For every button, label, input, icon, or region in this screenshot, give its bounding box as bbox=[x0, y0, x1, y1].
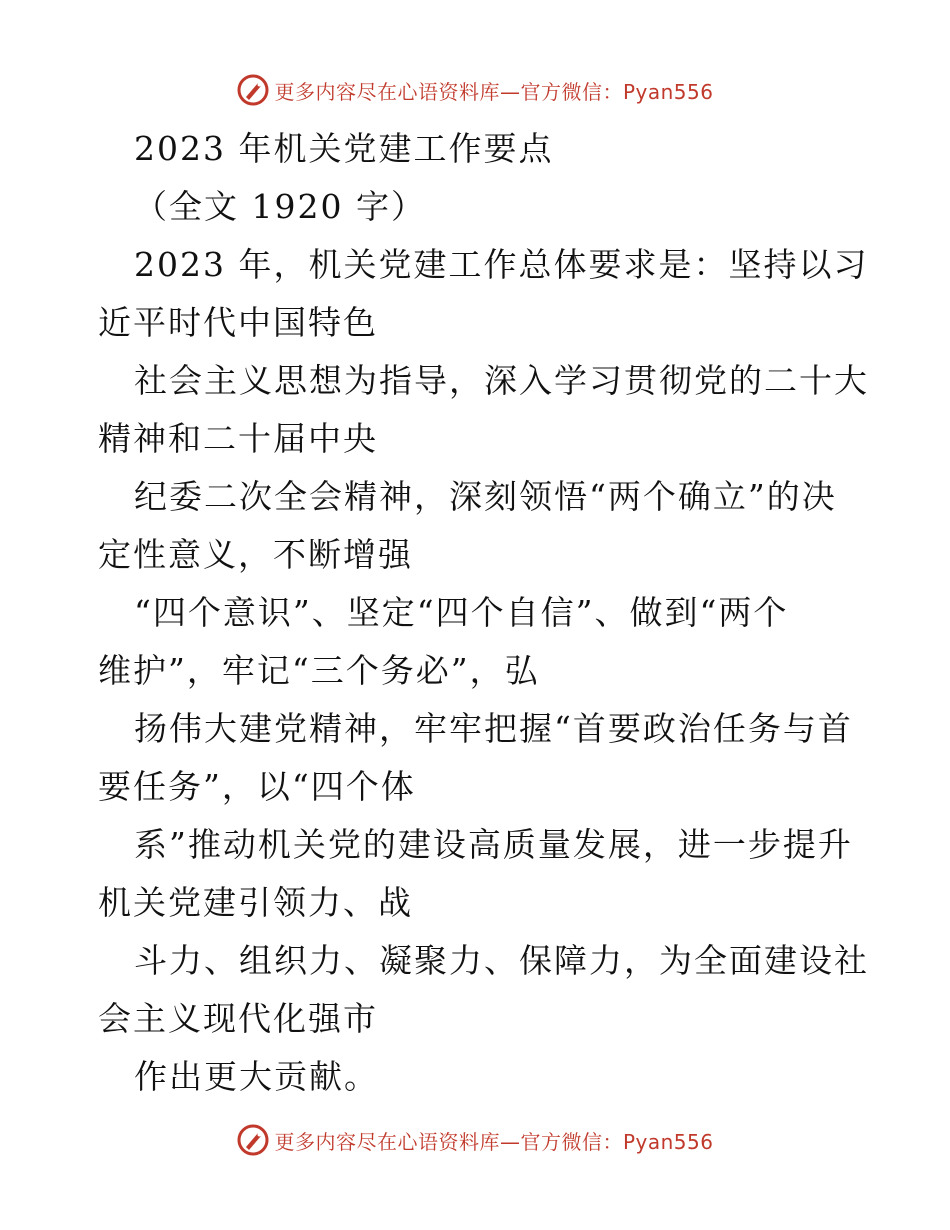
footer-banner bbox=[0, 1120, 950, 1160]
document-line: 2023 年机关党建工作要点 bbox=[134, 129, 554, 168]
pen-nib-logo-icon bbox=[236, 73, 270, 107]
banner-title: 更多内容尽在心语资料库 bbox=[274, 79, 500, 104]
document-line: 精神和二十届中央 bbox=[98, 419, 378, 458]
document-line: 2023 年，机关党建工作总体要求是：坚持以习 bbox=[134, 245, 869, 284]
banner-contact: 官方微信：Pyan556 bbox=[520, 1129, 714, 1154]
banner-title: 更多内容尽在心语资料库 bbox=[274, 1129, 500, 1154]
document-line: 作出更大贡献。 bbox=[134, 1057, 379, 1096]
banner-text bbox=[274, 76, 713, 105]
document-line: “四个意识”、坚定“四个自信”、做到“两个 bbox=[134, 593, 789, 632]
document-line: 纪委二次全会精神，深刻领悟“两个确立”的决 bbox=[134, 477, 837, 516]
document-line: 扬伟大建党精神，牢牢把握“首要政治任务与首 bbox=[134, 709, 853, 748]
banner-separator: — bbox=[499, 1129, 521, 1154]
banner-text bbox=[274, 1126, 713, 1155]
document-line: 会主义现代化强市 bbox=[98, 999, 378, 1038]
document-line: 维护”，牢记“三个务必”，弘 bbox=[98, 651, 540, 690]
header-banner bbox=[0, 70, 950, 110]
document-line: 定性意义，不断增强 bbox=[98, 535, 413, 574]
document-body bbox=[98, 120, 869, 1106]
document-line: 系”推动机关党的建设高质量发展，进一步提升 bbox=[134, 825, 853, 864]
document-line: 机关党建引领力、战 bbox=[98, 883, 413, 922]
document-line: （全文 1920 字） bbox=[134, 187, 426, 226]
document-line: 要任务”，以“四个体 bbox=[98, 767, 416, 806]
pen-nib-logo-icon bbox=[236, 1123, 270, 1157]
document-line: 社会主义思想为指导，深入学习贯彻党的二十大 bbox=[134, 361, 869, 400]
banner-separator: — bbox=[499, 79, 521, 104]
document-line: 近平时代中国特色 bbox=[98, 303, 378, 342]
document-line: 斗力、组织力、凝聚力、保障力，为全面建设社 bbox=[134, 941, 869, 980]
banner-contact: 官方微信：Pyan556 bbox=[520, 79, 714, 104]
